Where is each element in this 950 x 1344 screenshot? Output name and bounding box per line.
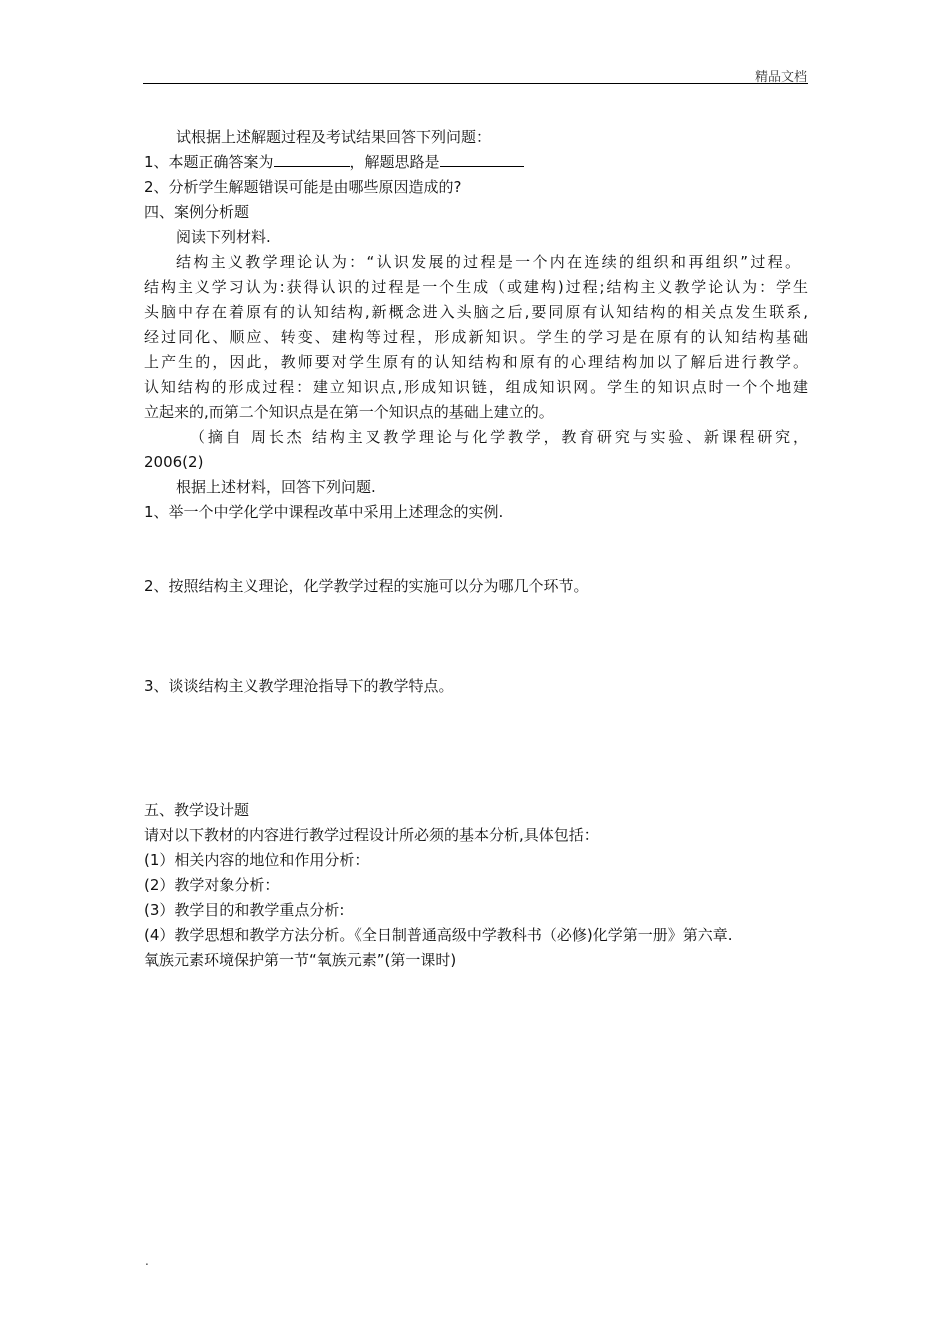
design-item: (3）教学目的和教学重点分析: [144,901,345,919]
section-5-intro: 请对以下教材的内容进行教学过程设计所必须的基本分析,具体包括： [144,826,599,844]
design-item: (2）教学对象分析： [144,876,280,894]
footer-mark: . [145,1254,149,1268]
citation: （摘自 周长杰 结构主叉教学理论与化学教学，教育研究与实验、新课程研究， [190,428,808,446]
intro-instruction: 试根据上述解题过程及考试结果回答下列问题： [176,128,492,146]
case-question: 3、谈谈结构主义教学理沧指导下的教学特点。 [144,677,454,695]
question-1-prefix: 1、本题正确答案为 [144,153,274,171]
answer-blank [274,151,350,167]
paragraph-line: 经过同化、顺应、转变、建构等过程，形成新知识。学生的学习是在原有的认知结构基础 [144,328,808,346]
paragraph-line: 头脑中存在着原有的认知结构,新概念进入头脑之后,要同原有认知结构的相关点发生联系, [144,303,808,321]
design-item: (1）相关内容的地位和作用分析： [144,851,370,869]
header-divider [143,83,808,84]
read-instruction: 阅读下列材料. [176,228,271,246]
paragraph-line: 立起来的,而第二个知识点是在第一个知识点的基础上建立的。 [144,403,554,421]
question-1-middle: ，解题思路是 [349,153,440,171]
approach-blank [440,151,524,167]
design-item: 氧族元素环境保护第一节“氧族元素”(第一课时) [144,951,457,969]
paragraph-line: 结构主义学习认为:获得认识的过程是一个生成（或建构)过程;结构主义教学论认为：学生 [144,278,808,296]
paragraph-line: 认知结构的形成过程：建立知识点,形成知识链，组成知识网。学生的知识点时一个个地建 [144,378,808,396]
case-question: 1、举一个中学化学中课程改革中采用上述理念的实例. [144,503,504,521]
section-4-title: 四、案例分析题 [144,203,250,221]
design-item: (4）教学思想和教学方法分析。《全日制普通高级中学教科书（必修)化学第一册》第六章. [144,926,733,944]
case-question: 2、按照结构主义理论，化学教学过程的实施可以分为哪几个环节。 [144,577,589,595]
paragraph-line: 上产生的，因此，教师要对学生原有的认知结构和原有的心理结构加以了解后进行教学。 [144,353,808,371]
section-5-title: 五、教学设计题 [144,801,250,819]
answer-prompt: 根据上述材料，回答下列问题. [176,478,376,496]
question-1-line [144,151,524,173]
question-2: 2、分析学生解题错误可能是由哪些原因造成的? [144,178,462,196]
paragraph-line: 结构主义教学理论认为：“认识发展的过程是一个内在连续的组织和再组织”过程。 [176,253,800,271]
page-header: 精品文档 [754,70,807,85]
citation-year: 2006(2) [144,453,204,471]
